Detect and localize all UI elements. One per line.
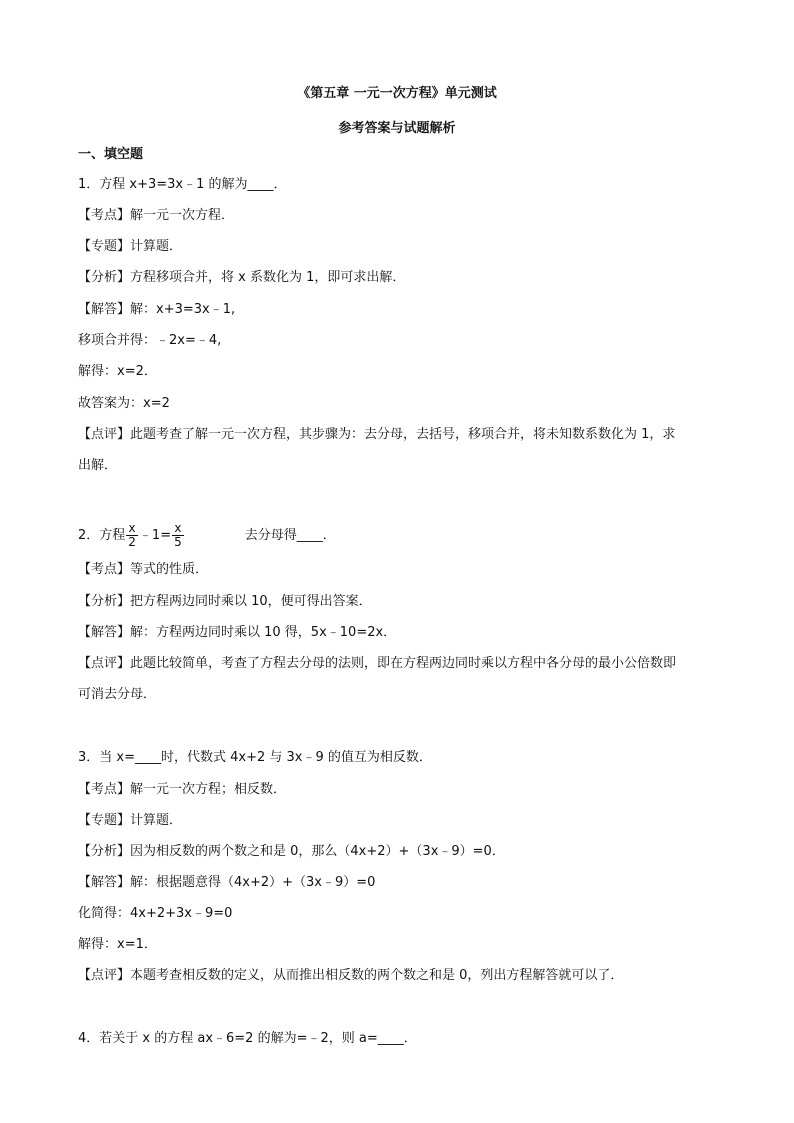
- q1-stem: 1．方程 x+3=3x﹣1 的解为____．: [78, 177, 287, 192]
- q1-kaodian: 【考点】解一元一次方程．: [78, 208, 235, 223]
- q2-frac2-denominator: 5: [174, 535, 182, 549]
- q3-jieda: 【解答】解：根据题意得（4x+2）+（3x﹣9）=0: [78, 875, 376, 890]
- q1-step1: 移项合并得：﹣2x=﹣4,: [78, 333, 222, 348]
- q2-jieda: 【解答】解：方程两边同时乘以 10 得，5x﹣10=2x．: [78, 625, 397, 640]
- q3-fenxi: 【分析】因为相反数的两个数之和是 0，那么（4x+2）+（3x﹣9）=0．: [78, 844, 505, 859]
- q1-step2: 解得：x=2．: [78, 364, 157, 379]
- q3-step1: 化简得：4x+2+3x﹣9=0: [78, 906, 233, 921]
- q2-fraction-2: [172, 522, 184, 549]
- section-heading: 一、填空题: [78, 147, 144, 162]
- q2-dianping-line2: 可消去分母．: [78, 687, 157, 702]
- q3-kaodian: 【考点】解一元一次方程；相反数．: [78, 782, 287, 797]
- q3-stem: 3．当 x=____时，代数式 4x+2 与 3x﹣9 的值互为相反数．: [78, 750, 432, 765]
- q4-stem: 4．若关于 x 的方程 ax﹣6=2 的解为=﹣2，则 a=____．: [78, 1031, 417, 1046]
- q2-kaodian: 【考点】等式的性质．: [78, 562, 209, 577]
- q2-fraction-1: [126, 522, 138, 549]
- q1-zhuanti: 【专题】计算题．: [78, 239, 183, 254]
- q2-frac1-denominator: 2: [128, 535, 136, 549]
- q2-fenxi: 【分析】把方程两边同时乘以 10，便可得出答案．: [78, 594, 372, 609]
- q1-step3: 故答案为：x=2: [78, 396, 170, 411]
- document-subtitle: 参考答案与试题解析: [338, 121, 456, 136]
- q1-jieda: 【解答】解：x+3=3x﹣1,: [78, 302, 236, 317]
- q2-frac2-numerator: x: [172, 522, 184, 536]
- q3-dianping: 【点评】本题考查相反数的定义，从而推出相反数的两个数之和是 0，列出方程解答就可以了．: [78, 968, 624, 983]
- q2-frac1-numerator: x: [126, 522, 138, 536]
- q2-suffix: 去分母得____．: [244, 528, 336, 543]
- q2-dianping-line1: 【点评】此题比较简单，考查了方程去分母的法则，即在方程两边同时乘以方程中各分母的最小公倍数即: [78, 656, 677, 671]
- q2-mid: ﹣1=: [138, 528, 172, 543]
- q1-dianping-line1: 【点评】此题考查了解一元一次方程，其步骤为：去分母，去括号，移项合并，将未知数系数化为 1，求: [78, 427, 676, 442]
- q1-dianping-line2: 出解．: [78, 458, 118, 473]
- q3-step2: 解得：x=1．: [78, 937, 157, 952]
- q1-fenxi: 【分析】方程移项合并，将 x 系数化为 1，即可求出解．: [78, 270, 406, 285]
- q2-prefix: 2．方程: [78, 528, 126, 543]
- q3-zhuanti: 【专题】计算题．: [78, 813, 183, 828]
- document-title: 《第五章 一元一次方程》单元测试: [297, 86, 497, 101]
- q2-stem: [78, 522, 336, 549]
